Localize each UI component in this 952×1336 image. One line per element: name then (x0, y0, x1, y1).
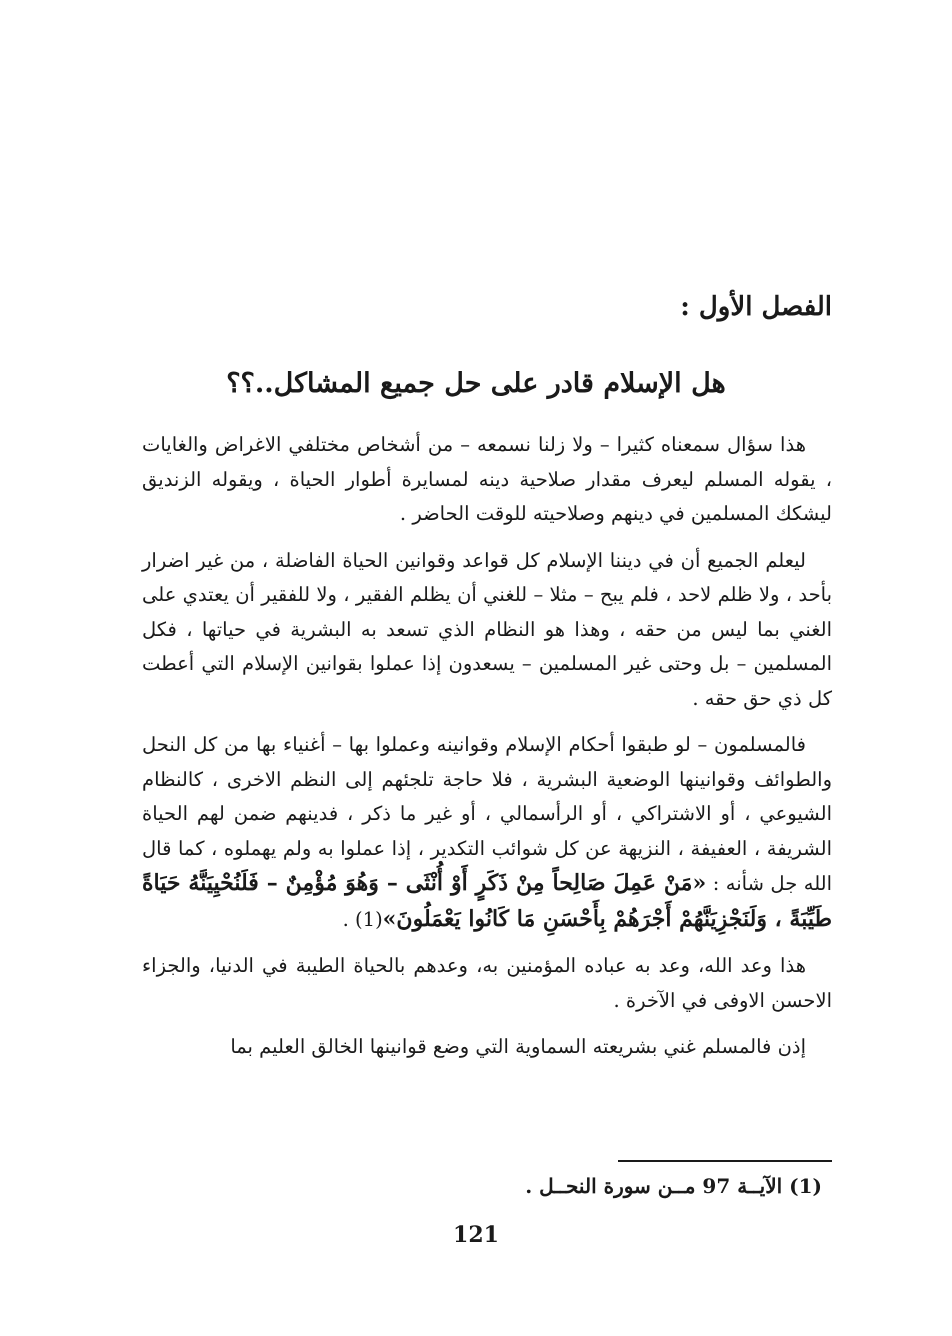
body-text (142, 428, 832, 1077)
chapter-title: هل الإسلام قادر على حل جميع المشاكل..؟؟ (226, 368, 726, 399)
paragraph-3-text: فالمسلمون – لو طبقوا أحكام الإسلام وقوانينه وعملوا بها – أغنياء بها من كل النحل والطوائف وقوانينها الوضعية البشرية ، فلا حاجة تلجئهم إلى النظم الاخرى ، كالنظام الشيوعي ، أو الاشتراكي ، أو الرأسمالي ، أو غير ما ذكر ، فدينهم ضمن لهم الحياة الشريفة ، العفيفة ، النزيهة عن كل شوائب التكدير ، إذا عملوا به ولم يهملوه ، كما قال الله جل شأنه : (142, 733, 833, 895)
paragraph-4: هذا وعد الله، وعد به عباده المؤمنين به، وعدهم بالحياة الطيبة في الدنيا، والجزاء الاحسن الاوفى في الآخرة . (142, 954, 832, 1012)
paragraph-1: هذا سؤال سمعناه كثيرا – ولا زلنا نسمعه – من أشخاص مختلفي الاغراض والغايات ، يقوله المسلم ليعرف مقدار صلاحية دينه لمسايرة أطوار الحياة ، ويقوله الزنديق ليشكك المسلمين في دينهم وصلاحيته للوقت الحاضر . (142, 433, 832, 525)
footnote: (1) الآيــة 97 مــن سورة النحــل . (525, 1174, 822, 1198)
paragraph-3 (142, 728, 832, 937)
paragraph-5: إذن فالمسلم غني بشريعته السماوية التي وضع قوانينها الخالق العليم بما (230, 1035, 806, 1058)
footnote-divider (618, 1160, 832, 1162)
quran-verse: «مَنْ عَمِلَ صَالِحاً مِنْ ذَكَرٍ أَوْ أُنْثَى – وَهُوَ مُؤْمِنٌ – فَلَنُحْيِيَنَّهُ حَيَاةً طَيِّبَةً ، وَلَنَجْزِيَنَّهُمْ أَجْرَهُمْ بِأَحْسَنِ مَا كَانُوا يَعْمَلُونَ» (142, 870, 832, 932)
paragraph-2: ليعلم الجميع أن في ديننا الإسلام كل قواعد وقوانين الحياة الفاضلة ، من غير اضرار بأحد ، ولا ظلم لاحد ، فلم يبح – مثلا – للغني أن يظلم الفقير ، ولا للفقير أن يعتدي على الغني بما ليس من حقه ، وهذا هو النظام الذي تسعد به البشرية في حياتها ، فكل المسلمين – بل وحتى غير المسلمين – يسعدون إذا عملوا بقوانين الإسلام التي أعطت كل ذي حق حقه . (142, 548, 832, 710)
chapter-heading: الفصل الأول : (680, 292, 832, 322)
page-number: 121 (453, 1222, 499, 1248)
footnote-reference: (1) . (342, 907, 383, 931)
